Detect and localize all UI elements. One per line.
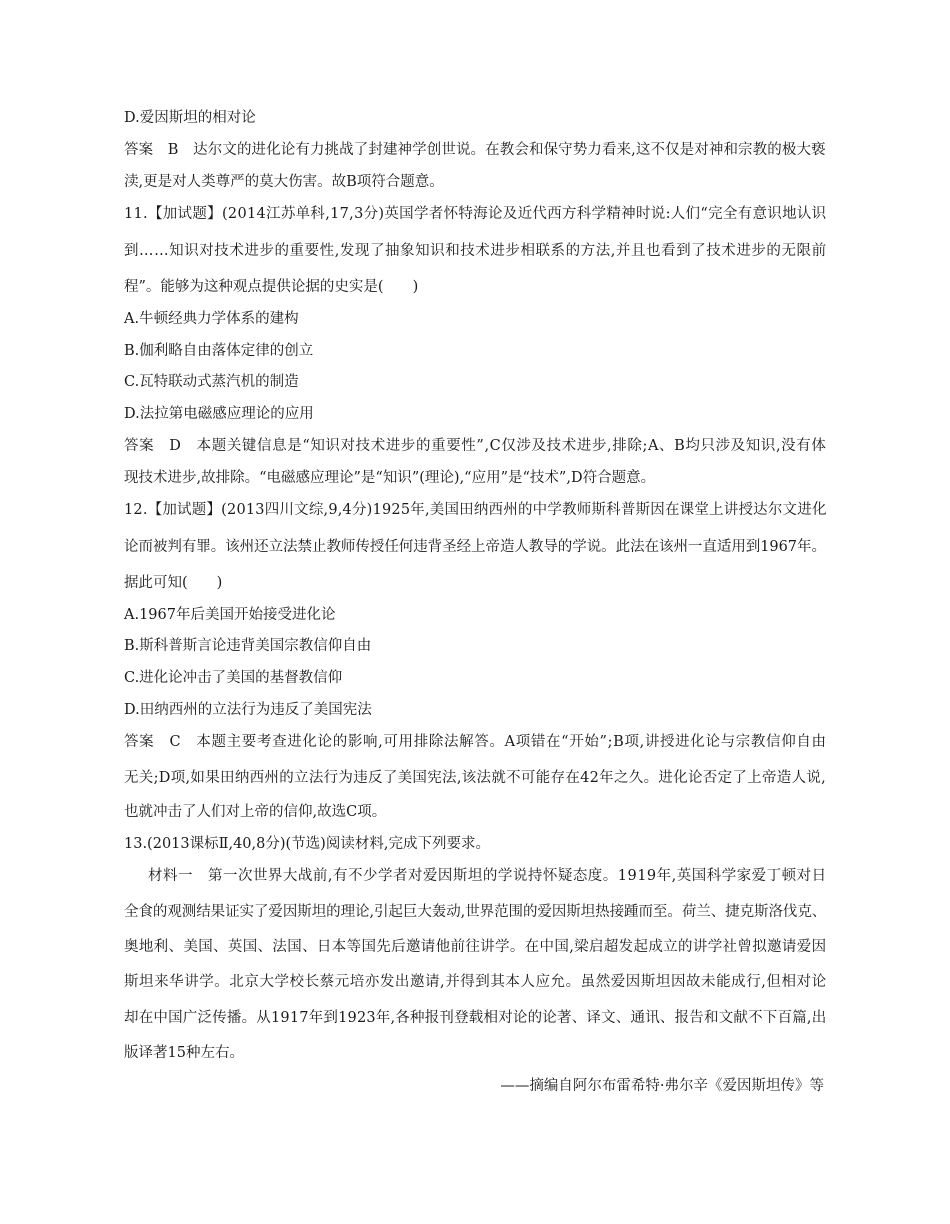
text-line: 答案 D 本题关键信息是“知识对技术进步的重要性”,C仅涉及技术进步,排除;A、B均只涉及知识,没有体 xyxy=(124,438,827,454)
text-line: ——摘编自阿尔布雷希特·弗尔辛《爱因斯坦传》等 xyxy=(500,1078,824,1094)
text-line: 现技术进步,故排除。“电磁感应理论”是“知识”(理论),“应用”是“技术”,D符合题意。 xyxy=(124,470,656,486)
text-line: 答案 B 达尔文的进化论有力挑战了封建神学创世说。在教会和保守势力看来,这不仅是对神和宗教的极大亵 xyxy=(124,142,826,158)
text-line: 斯坦来华讲学。北京大学校长蔡元培亦发出邀请,并得到其本人应允。虽然爱因斯坦因故未能成行,但相对论 xyxy=(124,974,827,990)
text-line: 到……知识对技术进步的重要性,发现了抽象知识和技术进步相联系的方法,并且也看到了技术进步的无限前 xyxy=(124,243,827,259)
text-line: D.田纳西州的立法行为违反了美国宪法 xyxy=(124,702,372,718)
text-line: 却在中国广泛传播。从1917年到1923年,各种报刊登载相对论的论著、译文、通讯、报告和文献不下百篇,出 xyxy=(124,1010,827,1026)
text-line: 全食的观测结果证实了爱因斯坦的理论,引起巨大轰动,世界范围的爱因斯坦热接踵而至。荷兰、捷克斯洛伐克、 xyxy=(124,904,827,920)
text-line: 奥地利、美国、英国、法国、日本等国先后邀请他前往讲学。在中国,梁启超发起成立的讲学社曾拟邀请爱因 xyxy=(124,939,827,955)
text-line: 11.【加试题】(2014江苏单科,17,3分)英国学者怀特海论及近代西方科学精神时说:人们“完全有意识地认识 xyxy=(124,206,827,222)
text-line: 据此可知( ) xyxy=(124,575,223,591)
text-line: B.伽利略自由落体定律的创立 xyxy=(124,343,314,359)
text-line: 12.【加试题】(2013四川文综,9,4分)1925年,美国田纳西州的中学教师斯科普斯因在课堂上讲授达尔文进化 xyxy=(124,502,827,518)
text-line: A.1967年后美国开始接受进化论 xyxy=(124,607,336,623)
text-line: 论而被判有罪。该州还立法禁止教师传授任何违背圣经上帝造人教导的学说。此法在该州一直适用到1967年。 xyxy=(124,539,826,555)
text-line: 程”。能够为这种观点提供论据的史实是( ) xyxy=(124,279,419,295)
text-line: 渎,更是对人类尊严的莫大伤害。故B项符合题意。 xyxy=(124,174,444,190)
text-line: A.牛顿经典力学体系的建构 xyxy=(124,311,299,327)
text-line: 无关;D项,如果田纳西州的立法行为违反了美国宪法,该法就不可能存在42年之久。进化论否定了上帝造人说, xyxy=(124,770,827,786)
text-line: C.进化论冲击了美国的基督教信仰 xyxy=(124,670,343,686)
text-line: D.法拉第电磁感应理论的应用 xyxy=(124,406,314,422)
text-line: C.瓦特联动式蒸汽机的制造 xyxy=(124,374,299,390)
text-line: 版译著15种左右。 xyxy=(124,1045,244,1061)
text-line: 13.(2013课标Ⅱ,40,8分)(节选)阅读材料,完成下列要求。 xyxy=(124,836,490,852)
text-line: 答案 C 本题主要考查进化论的影响,可用排除法解答。A项错在“开始”;B项,讲授进化论与宗教信仰自由 xyxy=(124,734,827,750)
text-line: D.爱因斯坦的相对论 xyxy=(124,110,256,126)
text-line: 材料一 第一次世界大战前,有不少学者对爱因斯坦的学说持怀疑态度。1919年,英国科学家爱丁顿对日 xyxy=(148,868,827,884)
text-line: 也就冲击了人们对上帝的信仰,故选C项。 xyxy=(124,804,387,820)
text-line: B.斯科普斯言论违背美国宗教信仰自由 xyxy=(124,638,372,654)
